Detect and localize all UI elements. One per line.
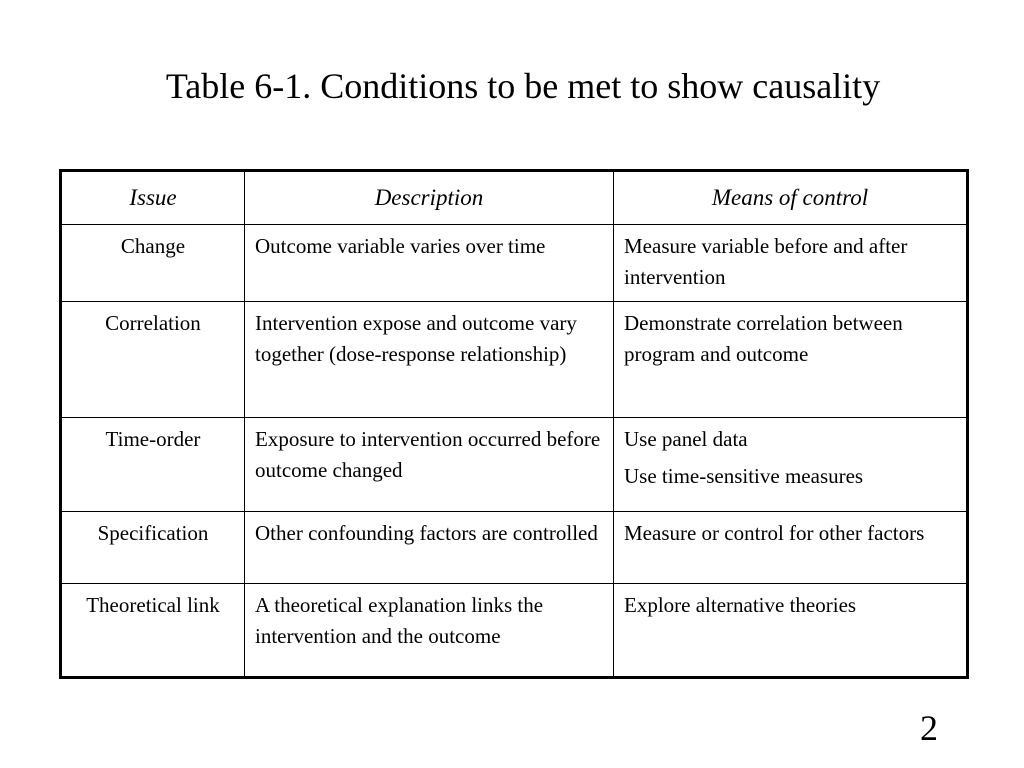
column-header-description: Description [245,171,614,225]
means-of-control-cell [614,302,968,418]
issue-cell: Time-order [61,418,245,512]
issue-cell: Theoretical link [61,584,245,678]
table-row-theoretical-link [61,584,968,678]
table-header-row [61,171,968,225]
means-of-control-item: Demonstrate correlation between program and outcome [624,311,903,366]
means-of-control-item: Use time-sensitive measures [624,464,864,488]
means-of-control-item: Measure or control for other factors [624,521,925,545]
table-row-change [61,225,968,302]
causality-conditions-table [59,169,969,679]
page-number: 2 [920,708,938,748]
column-header-issue: Issue [61,171,245,225]
table-row-specification [61,512,968,584]
column-header-means-of-control: Means of control [614,171,968,225]
means-of-control-cell [614,584,968,678]
means-of-control-item: Use panel data [624,427,748,451]
description-cell: Exposure to intervention occurred before outcome changed [245,418,614,512]
issue-cell: Specification [61,512,245,584]
means-of-control-cell [614,512,968,584]
slide-title: Table 6-1. Conditions to be met to show causality [165,66,881,106]
means-of-control-item: Measure variable before and after intervention [624,234,908,289]
table-row-time-order [61,418,968,512]
issue-cell: Change [61,225,245,302]
issue-cell: Correlation [61,302,245,418]
description-cell: A theoretical explanation links the intervention and the outcome [245,584,614,678]
table-row-correlation [61,302,968,418]
description-cell: Outcome variable varies over time [245,225,614,302]
means-of-control-item: Explore alternative theories [624,593,857,617]
means-of-control-cell [614,418,968,512]
description-cell: Other confounding factors are controlled [245,512,614,584]
description-cell: Intervention expose and outcome vary together (dose-response relationship) [245,302,614,418]
means-of-control-cell [614,225,968,302]
